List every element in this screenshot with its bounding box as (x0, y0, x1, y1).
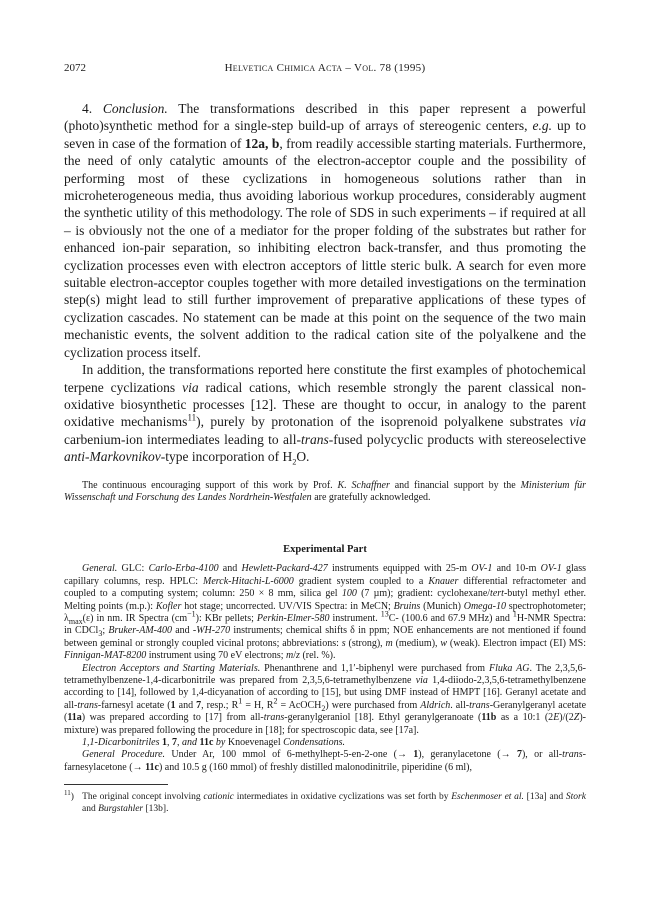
starting-materials-paragraph: Electron Acceptors and Starting Materials. Phenanthrene and 1,1′-biphenyl were purchased from Fluka AG. The 2,3,5,6-tetramethylbenzene-1,4-dicarbonitrile was prepared from 2,3,5,6-tetramethylbenzene via 1,4-diiodo-2,3,5,6-tetramethylbenzene according to [14], followed by 1,4-dicyanation of according to [15], but using DMF instead of HMPT [16]. Geranyl acetate and all-trans-farnesyl acetate (1 and 7, resp.; $R^1 = H$, $R^2$ = AcOCH$_2$) were purchased from Aldrich. all-trans-Geranylgeranyl acetate (11a) was prepared according to [17] from all-trans-geranylgeraniol [18]. Ethyl geranylgeranoate (11b as a 10:1 (2E)/(2Z)-mixture) was prepared following the procedure in [18]; for spectroscopic data, see [17a]. (64, 662, 587, 736)
conclusion-paragraph-2: In addition, the transformations reported here constitute the first examples of photochemical terpene cyclizations via radical cations, which resemble strongly the parent classical non-oxidative biosynthetic processes [12]. These are thought to occur, in analogy to the parent oxidative mechanisms$^{11}$), purely by protonation of the isoprenoid polyalkene substrates via carbenium-ion intermediates leading to all-trans-fused polycyclic products with stereoselective anti-Markovnikov-type incorporation of $H_2O$. (64, 362, 587, 467)
dinitriles-heading: 1,1-Dicarbonitriles 1, 7, and 11c by Knoevenagel Condensations. (82, 737, 346, 749)
footnote-11: $^{11}$) The original concept involving cationic intermediates in oxidative cyclizations was set forth by Eschenmoser et al. [13a] and Stork and Burgstahler [13b]. (64, 789, 586, 815)
page (64, 62, 586, 815)
footnote-rule (64, 784, 168, 785)
acknowledgement: The continuous encouraging support of this work by Prof. K. Schaffner and financial support by the Ministerium für Wissenschaft und Forschung des Landes Nordrhein-Westfalen are gratefully acknowledged. (64, 479, 586, 503)
running-header (64, 62, 586, 78)
journal-header: Helvetica Chimica Acta – Vol. 78 (1995) (224, 62, 426, 74)
experimental-title: Experimental Part (283, 544, 367, 556)
procedure-paragraph: General Procedure. Under Ar, 100 mmol of 6-methylhept-5-en-2-one (→ 1), geranylacetone (→ 7), or all-trans-farnesylacetone (→ 11c) and 10.5 g (160 mmol) of freshly distilled malonodinitrile, piperidine (6 ml), (64, 749, 586, 773)
conclusion-paragraph-1: 4. Conclusion. The transformations described in this paper represent a powerful (photo)synthetic method for a single-step build-up of arrays of stereogenic centers, e.g. up to seven in case of the formation of 12a, b, from readily accessible starting materials. Furthermore, the need of only catalytic amounts of the electron-acceptor couple and the possibility of performing most of these cyclizations in homogeneous solutions rather than in microheterogeneous media, thus avoiding laborious workup procedures, considerably augment the synthetic utility of this methodology. The role of SDS in such experiments – if required at all – is obviously not the one of a mediator for the proper folding of the substrates but rather for enhanced ion-pair separation, so inhibiting electron back-transfer, and thus promoting the cyclization processes even with electron acceptors of little steric bulk. A search for even more suitable electron-acceptor couples together with more detailed investigations on the termination step(s) might lead to still further improvement of preparative applications of these types of cyclization cascades. No statement can be made at this point on the sequence of the two main mechanistic events, the solvent addition to the radical cation site of the polyalkene and the cyclization process itself. (64, 101, 586, 360)
general-paragraph: General. GLC: Carlo-Erba-4100 and Hewlett-Packard-427 instruments equipped with 25-m OV-1 and 10-m OV-1 glass capillary columns, resp. HPLC: Merck-Hitachi-L-6000 gradient system coupled to a Knauer differential refractometer and coupled to a computing system; column: 250 × 8 mm, silica gel 100 (7 µm); gradient: cyclohexane/tert-butyl methyl ether. Melting points (m.p.): Kofler hot stage; uncorrected. UV/VIS Spectra: in MeCN; Bruins (Munich) Omega-10 spectrophotometer; $\lambda_{max}(\varepsilon)$ in nm. IR Spectra $(cm^{-1})$: KBr pellets; Perkin-Elmer-580 instrument. $^{13}$C- (100.6 and 67.9 MHz) and $^1$H-NMR Spectra: in CDCl$_3$; Bruker-AM-400 and -WH-270 instruments; chemical shifts δ in ppm; NOE enhancements are not mentioned if found between geminal or strongly coupled vicinal protons; abbreviations: s (strong), m (medium), w (weak). Electron impact (EI) MS: Finnigan-MAT-8200 instrument using 70 eV electrons; m/z (rel. %). (64, 563, 587, 662)
page-number: 2072 (64, 62, 86, 74)
